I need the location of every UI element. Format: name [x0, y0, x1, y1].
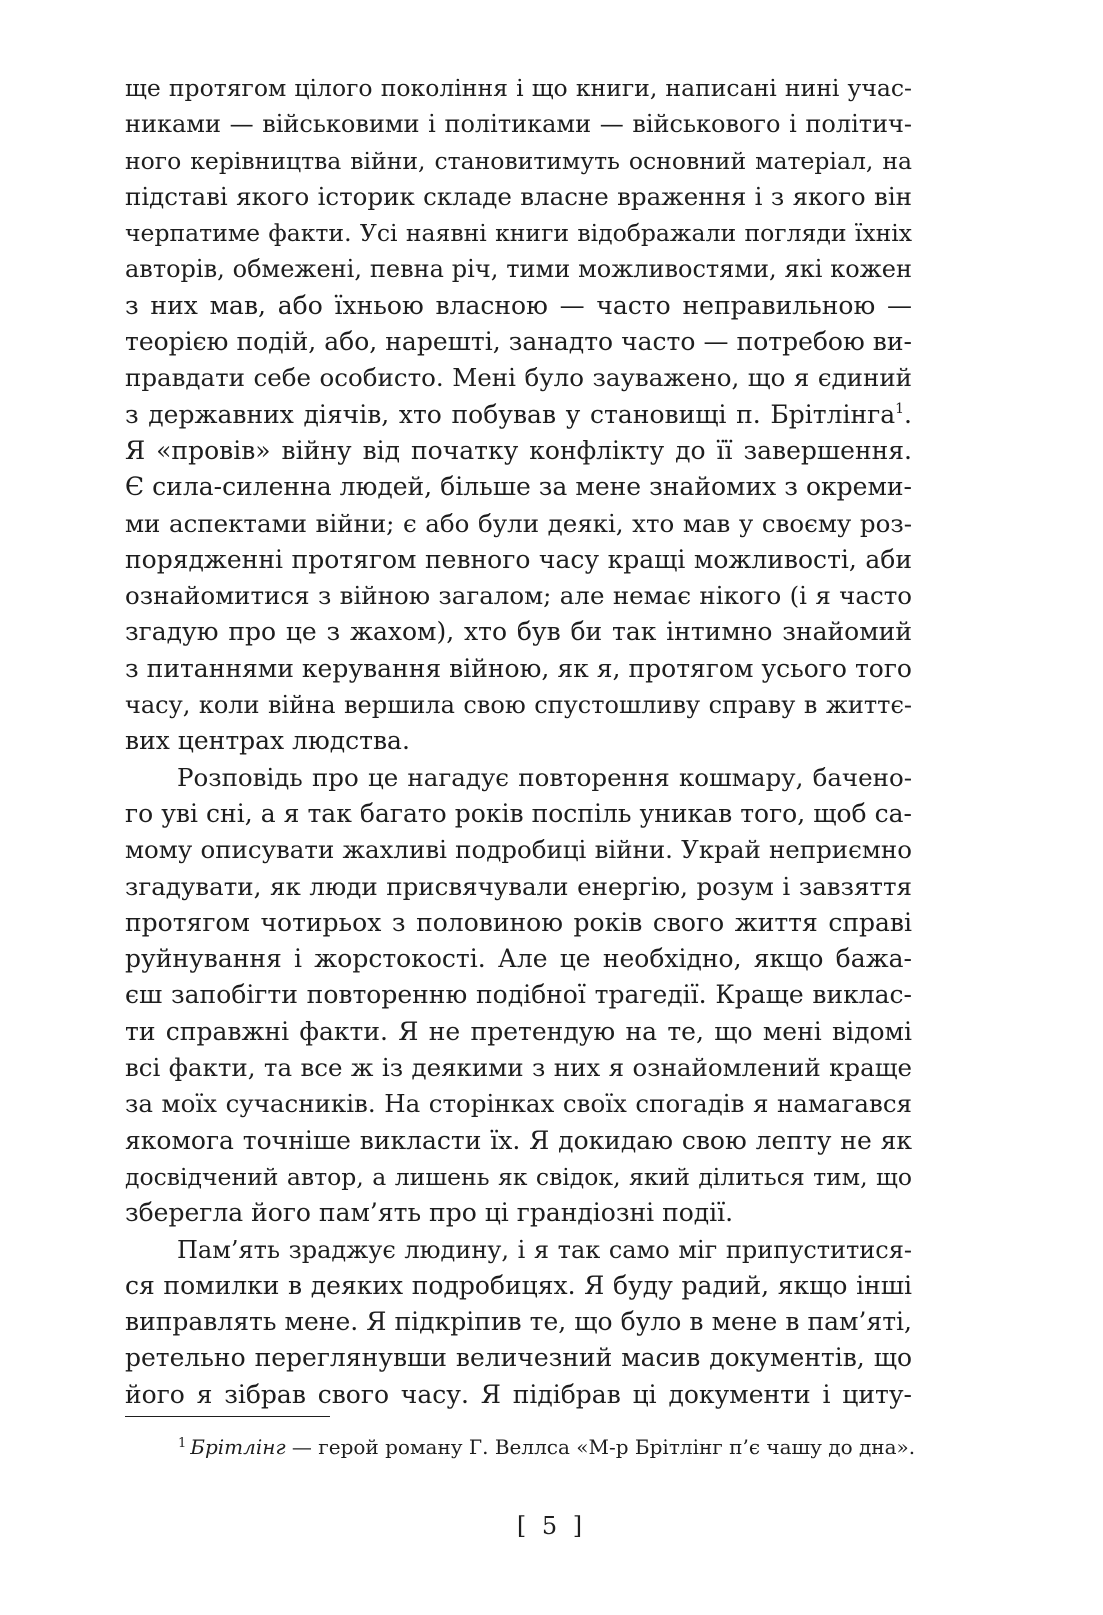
text-line: досвідчений автор, а лишень як свідок, який ділиться тим, що — [125, 1162, 912, 1191]
text-line: мому описувати жахливі подробиці війни. Украй неприємно — [125, 835, 912, 865]
text-line: якомога точніше викласти їх. Я докидаю свою лепту не як — [125, 1125, 912, 1155]
text-line: ся помилки в деяких подробицях. Я буду радий, якщо інші — [125, 1270, 912, 1300]
text-line: ретельно переглянувши величезний масив документів, що — [125, 1343, 912, 1373]
page-number: [ 5 ] — [516, 1512, 587, 1540]
text-line: ти справжні факти. Я не претендую на те, що мені відомі — [125, 1016, 912, 1046]
text-line — [125, 397, 912, 433]
footnote-mark: 1 — [178, 1436, 187, 1451]
text-line: з них мав, або їхньою власною — часто неправильною — — [125, 290, 912, 320]
text-segment: з державних діячів, хто побував у становищі п. Брітлінга — [125, 399, 896, 429]
text-line: Є сила-силенна людей, більше за мене знайомих з окреми- — [125, 472, 912, 502]
text-line: згадувати, як люди присвячували енергію, розум і завзяття — [125, 871, 912, 901]
text-line: ознайомитися з війною загалом; але немає нікого (і я часто — [125, 581, 912, 611]
text-line: теорією подій, або, нарешті, занадто часто — потребою ви- — [125, 327, 912, 357]
text-line: часу, коли війна вершила свою спустошливу справу в життє- — [125, 691, 912, 720]
text-line: згадую про це з жахом), хто був би так інтимно знайомий — [125, 617, 912, 647]
text-line: з питаннями керування війною, як я, протягом усього того — [125, 653, 912, 683]
text-line: протягом чотирьох з половиною років свого життя справі — [125, 907, 912, 937]
page-body — [125, 70, 912, 1413]
text-line: го уві сні, а я так багато років поспіль уникав того, щоб са- — [125, 798, 912, 828]
footnote-divider — [125, 1416, 330, 1417]
footnote-reference[interactable]: 1 — [895, 400, 905, 417]
text-line: ного керівництва війни, становитимуть основний матеріал, на — [125, 146, 912, 175]
text-line: підставі якого історик складе власне враження і з якого він — [125, 181, 912, 211]
text-line: його я зібрав свого часу. Я підібрав ці документи і циту- — [125, 1379, 912, 1409]
paragraph — [125, 1232, 912, 1413]
text-line: авторів, обмежені, певна річ, тими можливостями, які кожен — [125, 255, 912, 284]
text-segment: . — [904, 399, 912, 429]
text-line: Пам’ять зраджує людину, і я так само міг припуститися- — [177, 1235, 912, 1264]
text-line: Я «провів» війну від початку конфлікту до її завершення. — [125, 435, 912, 465]
paragraph — [125, 760, 912, 1232]
text-line: никами — військовими і політиками — військового і політич- — [125, 110, 912, 139]
text-line: всі факти, та все ж із деякими з них я ознайомлений краще — [125, 1053, 912, 1083]
text-line: руйнування і жорстокості. Але це необхідно, якщо бажа- — [125, 944, 912, 974]
text-line: єш запобігти повторенню подібної трагедії. Краще виклас- — [125, 980, 912, 1010]
text-line: Розповідь про це нагадує повторення кошмару, бачено- — [177, 762, 912, 792]
text-line: ще протягом цілого покоління і що книги, написані нині учас- — [125, 74, 912, 102]
footnote-term: Брітлінг — [190, 1435, 286, 1459]
text-line: правдати себе особисто. Мені було зауважено, що я єдиний — [125, 363, 912, 393]
text-line: черпатиме факти. Усі наявні книги відображали погляди їхніх — [125, 219, 912, 248]
text-line: зберегла його пам’ять про ці грандіозні події. — [125, 1198, 734, 1228]
footnote-text: — герой роману Г. Веллса «М-р Брітлінг п’є чашу до дна». — [285, 1435, 916, 1459]
text-line: виправлять мене. Я підкріпив те, що було в мене в пам’яті, — [125, 1307, 912, 1337]
paragraph — [125, 70, 912, 760]
text-line: за моїх сучасників. На сторінках своїх спогадів я намагався — [125, 1089, 912, 1119]
text-line: порядженні протягом певного часу кращі можливості, аби — [125, 544, 912, 574]
text-line: вих центрах людства. — [125, 726, 410, 756]
footnote — [178, 1433, 916, 1461]
text-line: ми аспектами війни; є або були деякі, хто мав у своєму роз- — [125, 508, 912, 538]
